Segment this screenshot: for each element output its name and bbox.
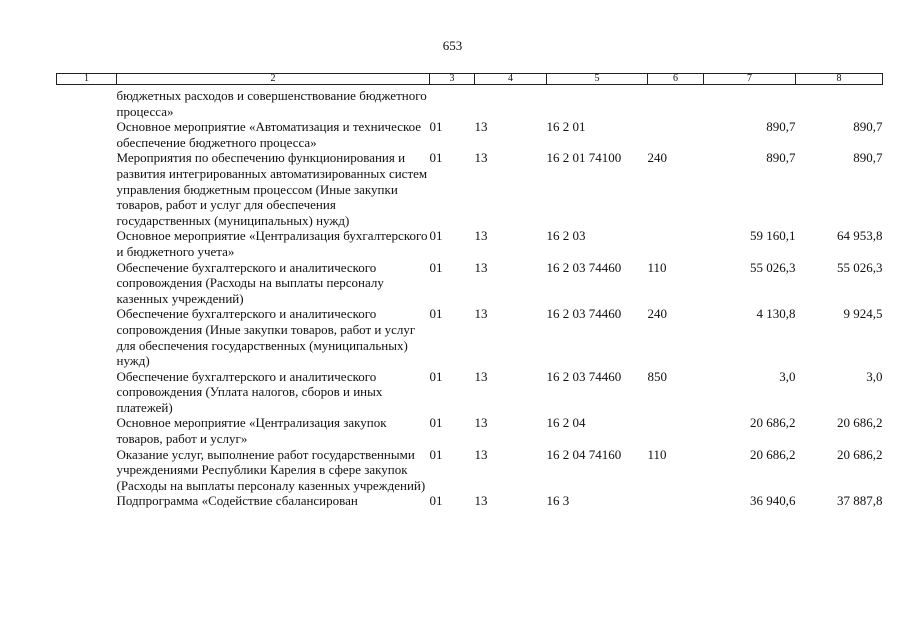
amount-year-2: 890,7 <box>853 119 883 135</box>
expense-type-code: 240 <box>647 306 667 322</box>
amount-year-2: 64 953,8 <box>837 228 883 244</box>
table-body <box>57 85 883 510</box>
amount-year-1: 890,7 <box>766 150 796 166</box>
amount-year-2: 3,0 <box>866 368 883 384</box>
table-row <box>57 415 883 446</box>
header-cell: 1 <box>57 74 117 85</box>
target-article-code: 16 2 04 <box>546 415 586 431</box>
amount-year-2: 20 686,2 <box>837 415 883 431</box>
row-number-cell <box>57 119 117 150</box>
table-row <box>57 447 883 494</box>
header-cell: 2 <box>117 74 430 85</box>
table-row <box>57 369 883 416</box>
subsection-code: 13 <box>474 415 488 431</box>
header-cell: 7 <box>704 74 796 85</box>
section-code: 01 <box>429 306 443 322</box>
subsection-code <box>475 85 547 120</box>
amount-year-1: 55 026,3 <box>750 259 796 275</box>
amount-year-1: 3,0 <box>779 368 796 384</box>
table-row <box>57 493 883 509</box>
page-number: 653 <box>442 38 463 53</box>
amount-year-1: 59 160,1 <box>750 228 796 244</box>
amount-year-2: 9 924,5 <box>843 306 883 322</box>
row-number-cell <box>57 85 117 120</box>
header-cell: 4 <box>475 74 547 85</box>
subsection-code: 13 <box>474 446 488 462</box>
budget-table <box>56 73 883 509</box>
expense-type-code <box>648 85 704 120</box>
item-name: Основное мероприятие «Централизация закупок товаров, работ и услуг» <box>116 415 387 447</box>
section-code: 01 <box>429 493 443 509</box>
item-name: Основное мероприятие «Централизация бухгалтерского и бюджетного учета» <box>116 228 428 259</box>
row-number-cell <box>57 306 117 368</box>
amount-year-1: 20 686,2 <box>750 415 796 431</box>
target-article-code: 16 2 04 74160 <box>546 446 622 462</box>
amount-year-1: 36 940,6 <box>750 493 796 509</box>
expense-type-code: 850 <box>647 368 667 384</box>
amount-year-1 <box>704 85 796 120</box>
expense-type-code <box>648 493 704 509</box>
row-number-cell <box>57 228 117 259</box>
section-code <box>430 85 475 120</box>
subsection-code: 13 <box>474 368 488 384</box>
item-name: Мероприятия по обеспечению функционирования и развития интегрированных автоматизированных систем управления бюджетным процессом (Иные закупки товаров, работ и услуг для обеспечения государственных (муниципальных) нужд) <box>116 150 428 228</box>
expense-type-code: 240 <box>647 150 667 166</box>
amount-year-2: 37 887,8 <box>837 493 883 509</box>
table-row <box>57 306 883 368</box>
subsection-code: 13 <box>474 259 488 275</box>
subsection-code: 13 <box>474 493 488 509</box>
section-code: 01 <box>429 259 443 275</box>
column-number-header <box>57 74 883 85</box>
section-code: 01 <box>429 150 443 166</box>
header-cell: 6 <box>648 74 704 85</box>
item-name: Обеспечение бухгалтерского и аналитического сопровождения (Расходы на выплаты персоналу казенных учреждений) <box>116 259 384 306</box>
row-number-cell <box>57 493 117 509</box>
header-cell: 3 <box>430 74 475 85</box>
table-row <box>57 119 883 150</box>
expense-type-code: 110 <box>647 446 667 462</box>
target-article-code: 16 2 03 <box>546 228 586 244</box>
header-cell: 8 <box>796 74 883 85</box>
expense-type-code: 110 <box>647 259 667 275</box>
row-number-cell <box>57 369 117 416</box>
item-name: Обеспечение бухгалтерского и аналитического сопровождения (Иные закупки товаров, работ и услуг для обеспечения государственных (муниципальных) нужд) <box>116 306 416 369</box>
table-row <box>57 150 883 228</box>
target-article-code: 16 2 03 74460 <box>546 368 622 384</box>
row-number-cell <box>57 415 117 446</box>
item-name: Подпрограмма «Содействие сбалансирован <box>116 493 358 509</box>
row-number-cell <box>57 447 117 494</box>
amount-year-1: 4 130,8 <box>756 306 796 322</box>
section-code: 01 <box>429 368 443 384</box>
expense-type-code <box>648 415 704 446</box>
subsection-code: 13 <box>474 228 488 244</box>
item-name: бюджетных расходов и совершенствование бюджетного процесса» <box>116 88 427 119</box>
table-row <box>57 85 883 120</box>
row-number-cell <box>57 260 117 307</box>
item-name: Оказание услуг, выполнение работ государственными учреждениями Республики Карелия в сфере закупок (Расходы на выплаты персоналу казенных учреждений) <box>116 446 426 493</box>
target-article-code: 16 2 03 74460 <box>546 306 622 322</box>
row-number-cell <box>57 150 117 228</box>
target-article-code: 16 2 01 74100 <box>546 150 622 166</box>
table-row <box>57 260 883 307</box>
section-code: 01 <box>429 228 443 244</box>
header-cell: 5 <box>547 74 648 85</box>
section-code: 01 <box>429 119 443 135</box>
section-code: 01 <box>429 415 443 431</box>
amount-year-2: 20 686,2 <box>837 446 883 462</box>
target-article-code: 16 3 <box>546 493 570 509</box>
subsection-code: 13 <box>474 306 488 322</box>
expense-type-code <box>648 228 704 259</box>
amount-year-2: 55 026,3 <box>837 259 883 275</box>
item-name: Основное мероприятие «Автоматизация и техническое обеспечение бюджетного процесса» <box>116 119 422 150</box>
amount-year-2: 890,7 <box>853 150 883 166</box>
table-row <box>57 228 883 259</box>
target-article-code: 16 2 03 74460 <box>546 259 622 275</box>
amount-year-1: 20 686,2 <box>750 446 796 462</box>
section-code: 01 <box>429 446 443 462</box>
target-article-code: 16 2 01 <box>546 119 586 135</box>
subsection-code: 13 <box>474 150 488 166</box>
amount-year-2 <box>796 85 883 120</box>
subsection-code: 13 <box>474 119 488 135</box>
target-article-code <box>547 85 648 120</box>
item-name: Обеспечение бухгалтерского и аналитического сопровождения (Уплата налогов, сборов и иных платежей) <box>116 368 383 415</box>
expense-type-code <box>648 119 704 150</box>
amount-year-1: 890,7 <box>766 119 796 135</box>
